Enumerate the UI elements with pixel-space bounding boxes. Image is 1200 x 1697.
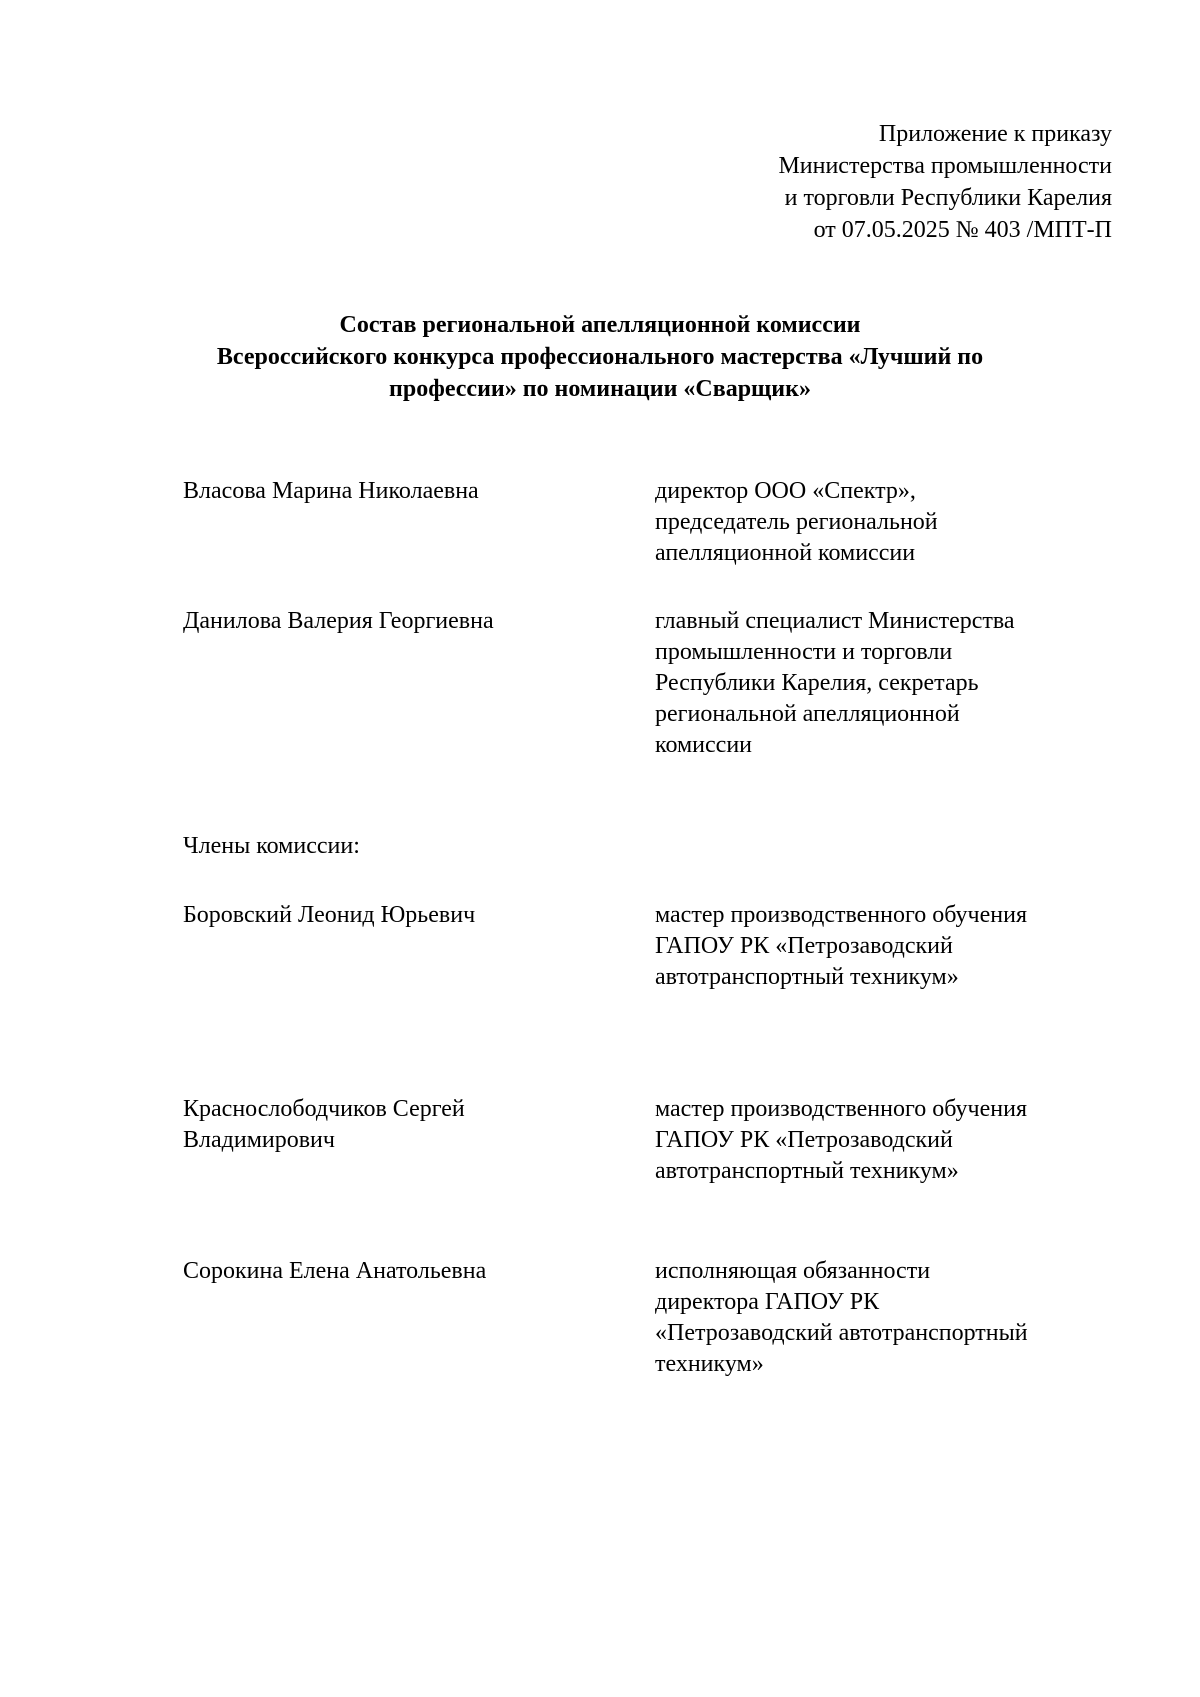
title-line: Всероссийского конкурса профессионального мастерства «Лучший по <box>216 344 984 370</box>
role-line: апелляционной комиссии <box>655 540 916 566</box>
person-name-member <box>183 1256 623 1287</box>
name-line: Краснослободчиков Сергей <box>183 1096 465 1122</box>
role-line: ГАПОУ РК «Петрозаводский <box>655 1127 953 1153</box>
name-line: Данилова Валерия Георгиевна <box>183 608 494 634</box>
document-title <box>150 309 1050 405</box>
appendix-line: и торговли Республики Карелия <box>784 185 1112 211</box>
person-role-member <box>655 1256 1125 1380</box>
role-line: мастер производственного обучения <box>655 902 1027 928</box>
person-role-member <box>655 900 1125 993</box>
appendix-line: от 07.05.2025 № 403 /МПТ-П <box>813 217 1112 243</box>
person-name-chair <box>183 476 623 507</box>
person-role-secretary <box>655 606 1125 761</box>
role-line: региональной апелляционной <box>655 701 960 727</box>
name-line: Владимирович <box>183 1127 335 1153</box>
title-line: профессии» по номинации «Сварщик» <box>389 376 811 402</box>
role-line: директора ГАПОУ РК <box>655 1289 880 1315</box>
person-name-member <box>183 900 623 931</box>
appendix-line: Приложение к приказу <box>878 121 1112 147</box>
name-line: Власова Марина Николаевна <box>183 478 479 504</box>
role-line: председатель региональной <box>655 509 938 535</box>
title-line: Состав региональной апелляционной комиссии <box>339 312 861 338</box>
role-line: исполняющая обязанности <box>655 1258 931 1284</box>
role-line: комиссии <box>655 732 753 758</box>
role-line: промышленности и торговли <box>655 639 953 665</box>
role-line: «Петрозаводский автотранспортный <box>655 1320 1028 1346</box>
name-line: Сорокина Елена Анатольевна <box>183 1258 487 1284</box>
role-line: Республики Карелия, секретарь <box>655 670 979 696</box>
person-name-member <box>183 1094 623 1156</box>
appendix-line: Министерства промышленности <box>778 153 1112 179</box>
name-line: Боровский Леонид Юрьевич <box>183 902 476 928</box>
role-line: техникум» <box>655 1351 764 1377</box>
role-line: автотранспортный техникум» <box>655 1158 959 1184</box>
person-name-secretary <box>183 606 623 637</box>
members-label: Члены комиссии: <box>183 833 360 859</box>
role-line: ГАПОУ РК «Петрозаводский <box>655 933 953 959</box>
role-line: мастер производственного обучения <box>655 1096 1027 1122</box>
appendix-header <box>592 118 1112 246</box>
person-role-member <box>655 1094 1125 1187</box>
role-line: главный специалист Министерства <box>655 608 1015 634</box>
role-line: автотранспортный техникум» <box>655 964 959 990</box>
person-role-chair <box>655 476 1125 569</box>
role-line: директор ООО «Спектр», <box>655 478 916 504</box>
